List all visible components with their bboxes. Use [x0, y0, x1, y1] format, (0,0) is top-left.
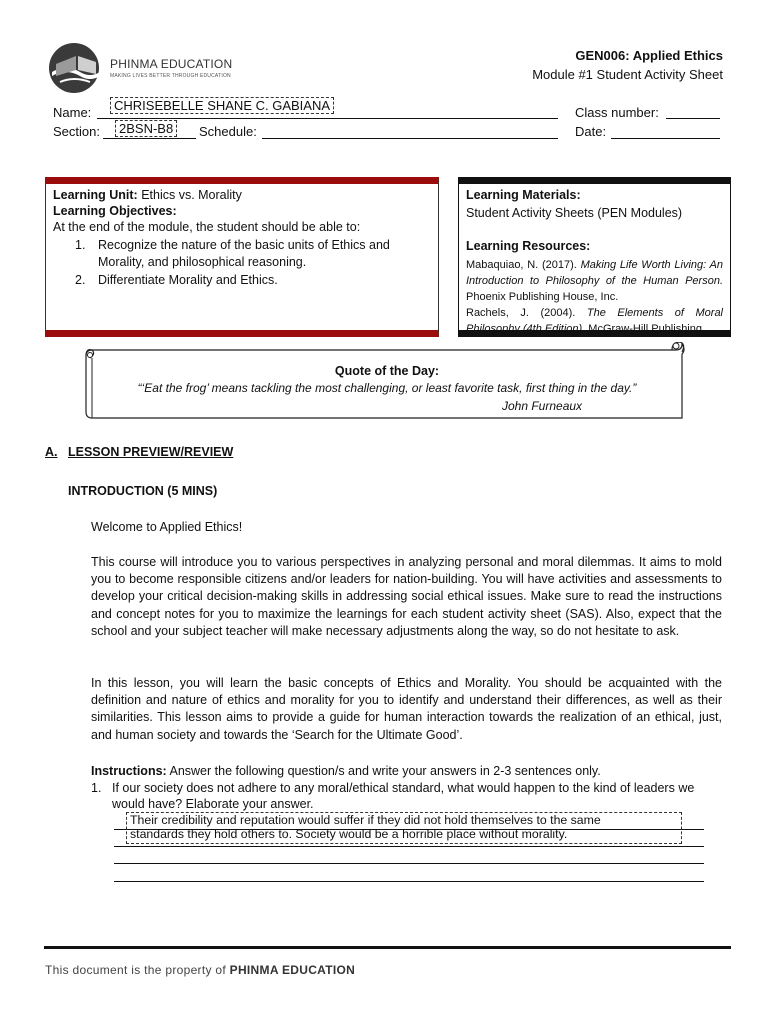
intro-paragraph-2: In this lesson, you will learn the basic concepts of Ethics and Morality. You should be acquainted with the definition and nature of ethics and morality for you to identify and understand their differences, as well as their similarities. This lesson aims to provide a guide for human interaction towards the realization of an ethical, just, and human society and towards the ‘Search for the Ultimate Good’.	[91, 676, 722, 742]
answer-text-line-2: standards they hold others to. Society would be a horrible place without morality.	[130, 827, 568, 841]
ref2-publisher: McGraw-Hill Publishing.	[585, 323, 706, 335]
class-number-field[interactable]	[666, 104, 720, 119]
objective-2	[75, 272, 410, 288]
instructions-text: Answer the following question/s and write your answers in 2-3 sentences only.	[166, 764, 601, 778]
ref1-title: Making Life Worth Living: An Introduction to Philosophy of the Human Person.	[466, 259, 723, 287]
footer-text	[45, 963, 355, 977]
date-field[interactable]	[611, 124, 720, 139]
logo	[46, 42, 236, 94]
learning-objectives-label: Learning Objectives:	[53, 204, 177, 218]
phinma-logo-icon	[46, 42, 104, 94]
section-label: Section:	[53, 124, 100, 139]
learning-materials-box	[458, 177, 731, 337]
logo-tagline: MAKING LIVES BETTER THROUGH EDUCATION	[110, 73, 231, 79]
answer-line-2	[114, 845, 704, 847]
question-1-text: If our society does not adhere to any moral/ethical standard, what would happen to the kind of leaders we would have? Elaborate your answer.	[112, 781, 695, 811]
welcome-text: Welcome to Applied Ethics!	[91, 520, 243, 534]
learning-unit-line	[53, 187, 433, 203]
learning-materials-value: Student Activity Sheets (PEN Modules)	[466, 206, 683, 220]
section-a-letter: A.	[45, 445, 58, 459]
quote-heading: Quote of the Day:	[334, 364, 440, 378]
resource-ref-2	[466, 305, 723, 337]
objective-1-text: Recognize the nature of the basic units of Ethics and Morality, and philosophical reasoning.	[98, 238, 390, 269]
answer-line-3	[114, 862, 704, 864]
answer-line-4	[114, 880, 704, 882]
quote-text: “‘Eat the frog’ means tackling the most challenging, or least favorite task, first thing in the day.”	[137, 381, 637, 395]
question-1	[91, 780, 722, 812]
answer-text-line-1: Their credibility and reputation would suffer if they did not hold themselves to the same	[130, 813, 601, 827]
date-label: Date:	[575, 124, 607, 139]
section-value[interactable]: 2BSN-B8	[115, 120, 177, 137]
learning-materials-label: Learning Materials:	[466, 188, 581, 202]
objective-1	[75, 237, 410, 271]
name-value[interactable]: CHRISEBELLE SHANE C. GABIANA	[110, 97, 334, 114]
footer-rule	[44, 946, 731, 949]
learning-unit-label: Learning Unit:	[53, 188, 138, 202]
footer-prefix: This document is the property of	[45, 963, 230, 977]
introduction-heading: INTRODUCTION (5 MINS)	[68, 484, 218, 498]
schedule-field[interactable]	[262, 124, 558, 139]
section-a-title: LESSON PREVIEW/REVIEW	[68, 445, 234, 459]
question-1-num: 1.	[91, 781, 102, 795]
instructions	[91, 763, 722, 779]
answer-textbox[interactable]	[126, 812, 682, 844]
name-label: Name:	[53, 105, 92, 120]
learning-unit-value: Ethics vs. Morality	[137, 188, 242, 202]
resource-ref-1	[466, 257, 723, 305]
ref2-author: Rachels, J. (2004).	[466, 307, 587, 319]
learning-unit-box	[45, 177, 439, 337]
course-code: GEN006: Applied Ethics	[575, 48, 723, 63]
ref2-title: The Elements of Moral Philosophy (4th Edition).	[466, 307, 723, 335]
sheet-title: Module #1 Student Activity Sheet	[532, 67, 723, 82]
objective-2-num: 2.	[75, 273, 86, 287]
objective-2-text: Differentiate Morality and Ethics.	[98, 273, 278, 287]
quote-author: John Furneaux	[502, 399, 583, 413]
logo-name: PHINMA EDUCATION	[110, 57, 233, 71]
learning-resources-label: Learning Resources:	[466, 239, 591, 253]
learning-objectives-intro: At the end of the module, the student should be able to:	[53, 220, 361, 234]
ref1-author: Mabaquiao, N. (2017).	[466, 259, 581, 271]
objective-1-num: 1.	[75, 238, 86, 252]
instructions-label: Instructions:	[91, 764, 167, 778]
footer-owner: PHINMA EDUCATION	[229, 963, 356, 977]
intro-paragraph-1: This course will introduce you to various perspectives in analyzing personal and moral dilemmas. It aims to mold you to become responsible citizens and/or leaders for nation-building. You will have activities and assessments to develop your critical decision-making skills in addressing social ethical issues. Make sure to read the instructions and concept notes for you to maximize the learnings for each student activity sheet (SAS). Also, expect that the school and your subject teacher will make necessary adjustments along the way, so do not hesitate to ask.	[91, 555, 722, 638]
ref1-publisher: Phoenix Publishing House, Inc.	[466, 291, 619, 303]
schedule-label: Schedule:	[199, 124, 257, 139]
class-number-label: Class number:	[575, 105, 659, 120]
